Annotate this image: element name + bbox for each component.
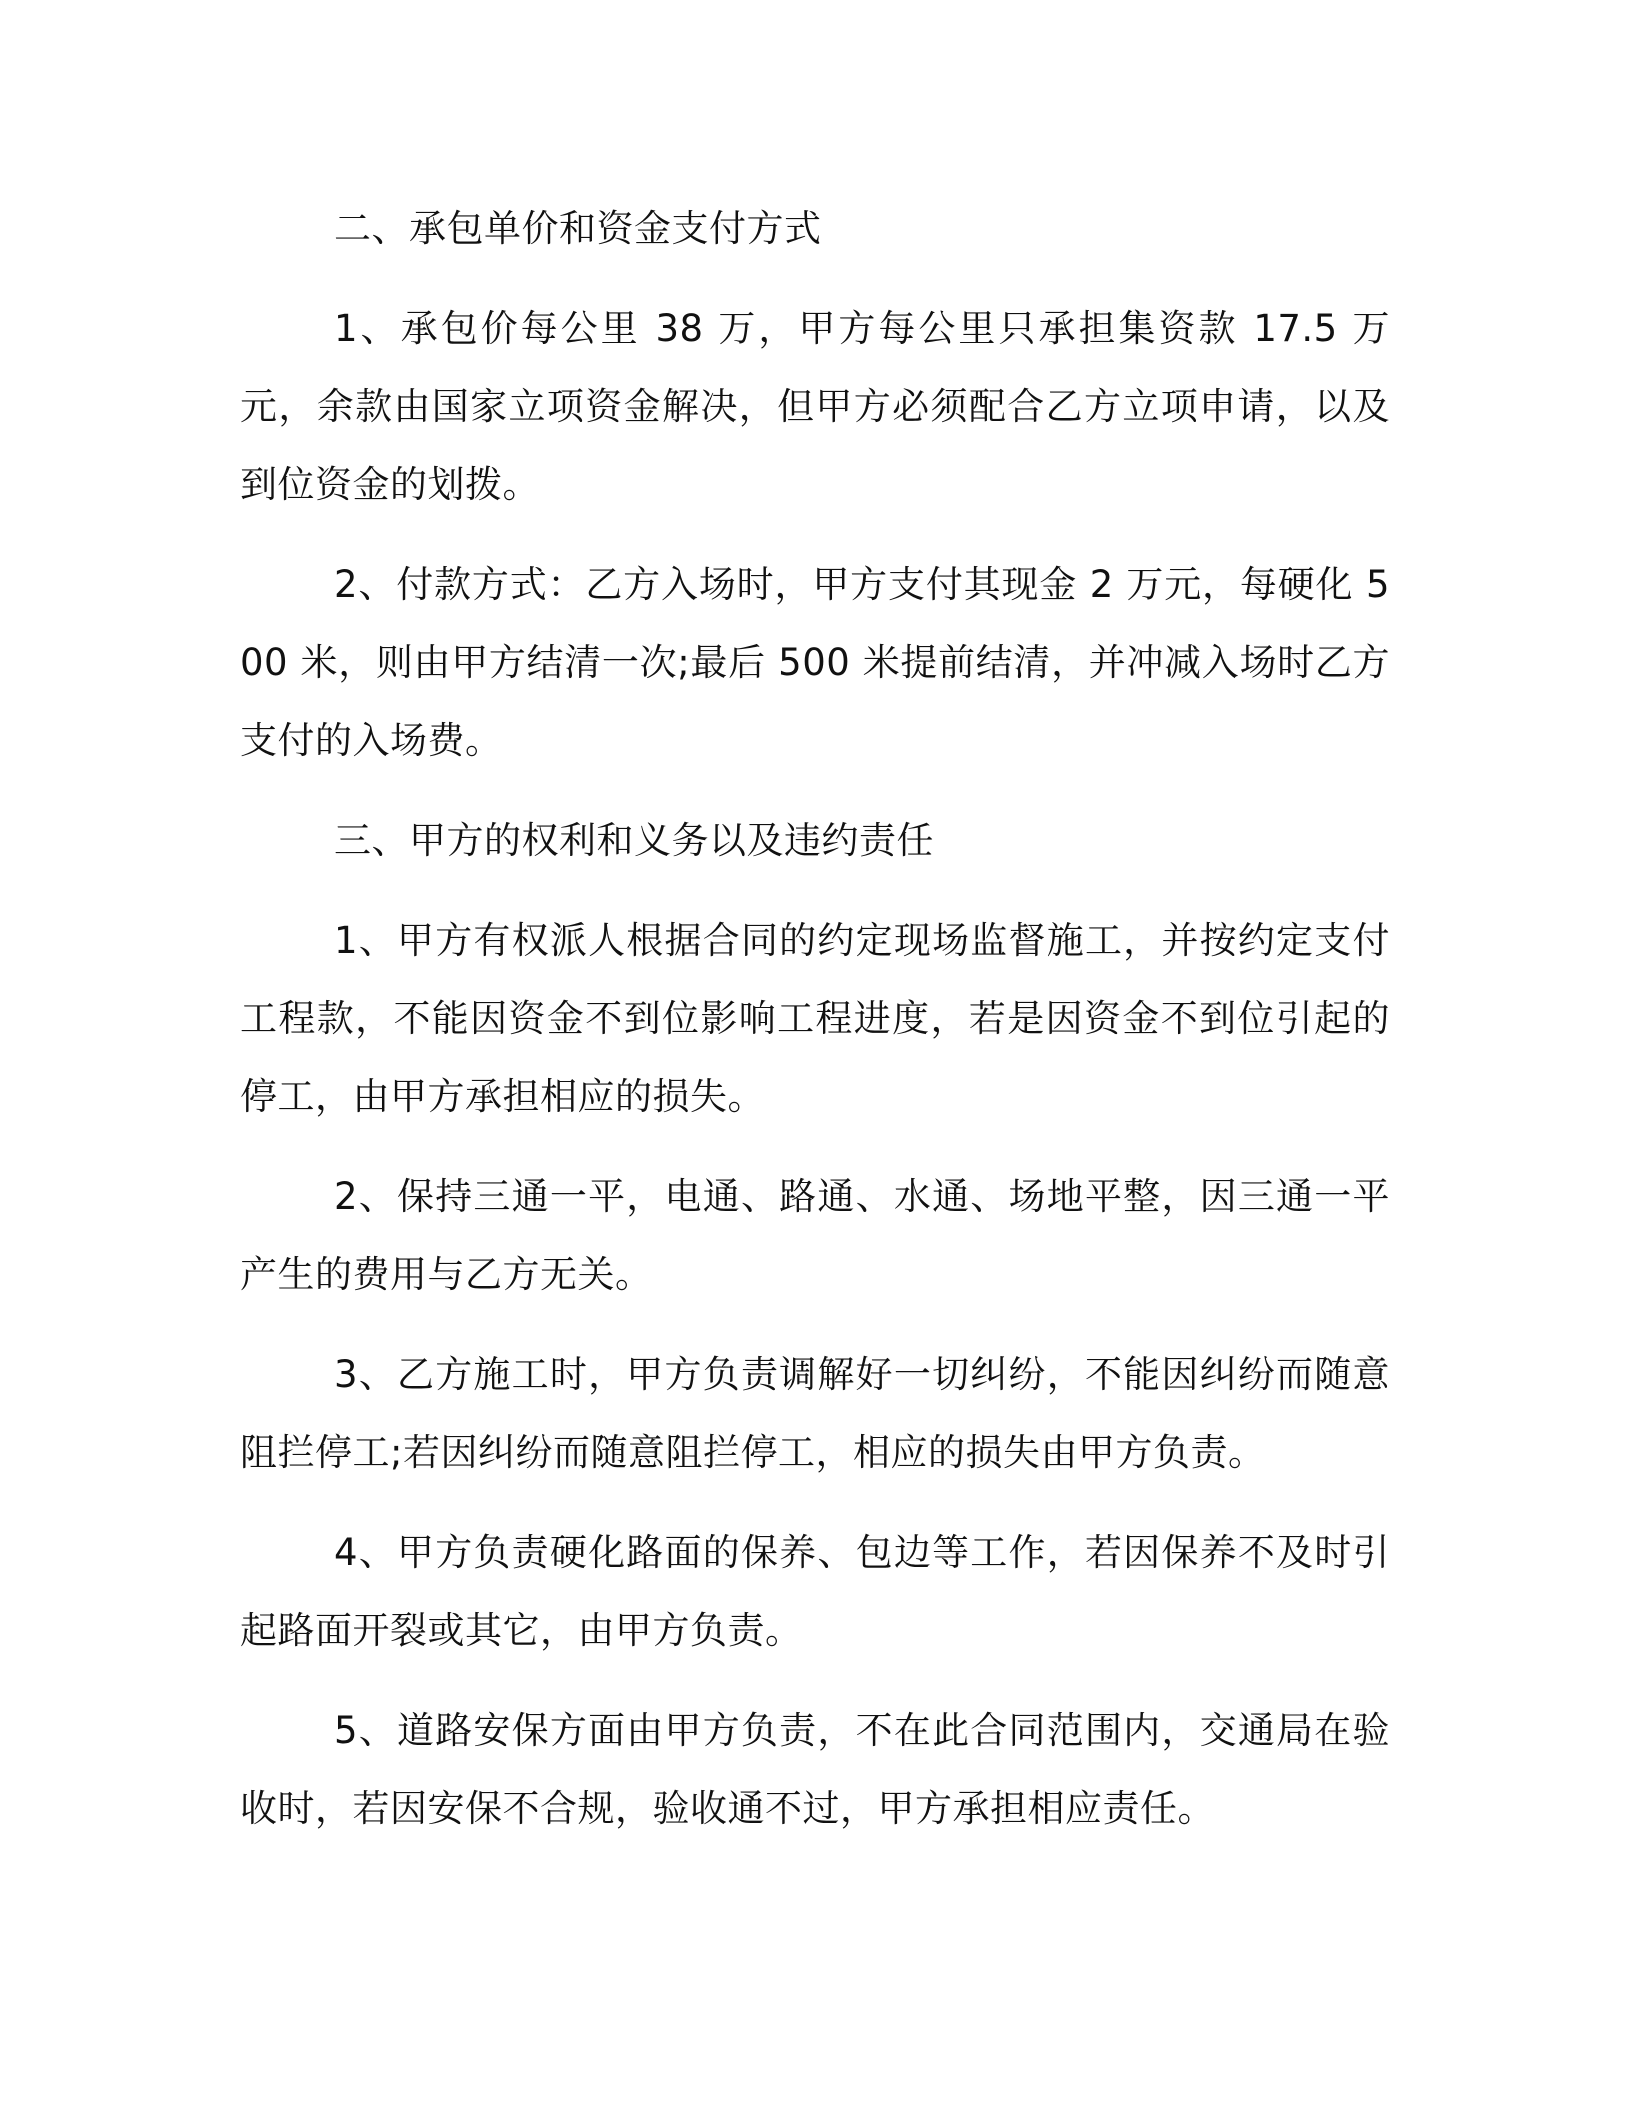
clause-paragraph: 2、保持三通一平，电通、路通、水通、场地平整，因三通一平产生的费用与乙方无关。: [240, 1175, 1390, 1296]
clause-paragraph: 2、付款方式：乙方入场时，甲方支付其现金 2 万元，每硬化 500 米，则由甲方结清一次;最后 500 米提前结清，并冲减入场时乙方支付的入场费。: [240, 563, 1390, 762]
clause-paragraph: 3、乙方施工时，甲方负责调解好一切纠纷，不能因纠纷而随意阻拦停工;若因纠纷而随意阻拦停工，相应的损失由甲方负责。: [240, 1353, 1390, 1474]
clause-paragraph: 1、承包价每公里 38 万，甲方每公里只承担集资款 17.5 万元，余款由国家立项资金解决，但甲方必须配合乙方立项申请，以及到位资金的划拨。: [240, 307, 1390, 506]
clause-paragraph: 4、甲方负责硬化路面的保养、包边等工作，若因保养不及时引起路面开裂或其它，由甲方负责。: [240, 1531, 1390, 1652]
section-heading-party-a-rights: 三、甲方的权利和义务以及违约责任: [334, 819, 934, 862]
section-heading-payment: 二、承包单价和资金支付方式: [334, 207, 822, 250]
clause-paragraph: 1、甲方有权派人根据合同的约定现场监督施工，并按约定支付工程款，不能因资金不到位影响工程进度，若是因资金不到位引起的停工，由甲方承担相应的损失。: [240, 919, 1390, 1118]
clause-paragraph: 5、道路安保方面由甲方负责，不在此合同范围内，交通局在验收时，若因安保不合规，验收通不过，甲方承担相应责任。: [240, 1709, 1390, 1830]
document-body: [240, 190, 1390, 1870]
